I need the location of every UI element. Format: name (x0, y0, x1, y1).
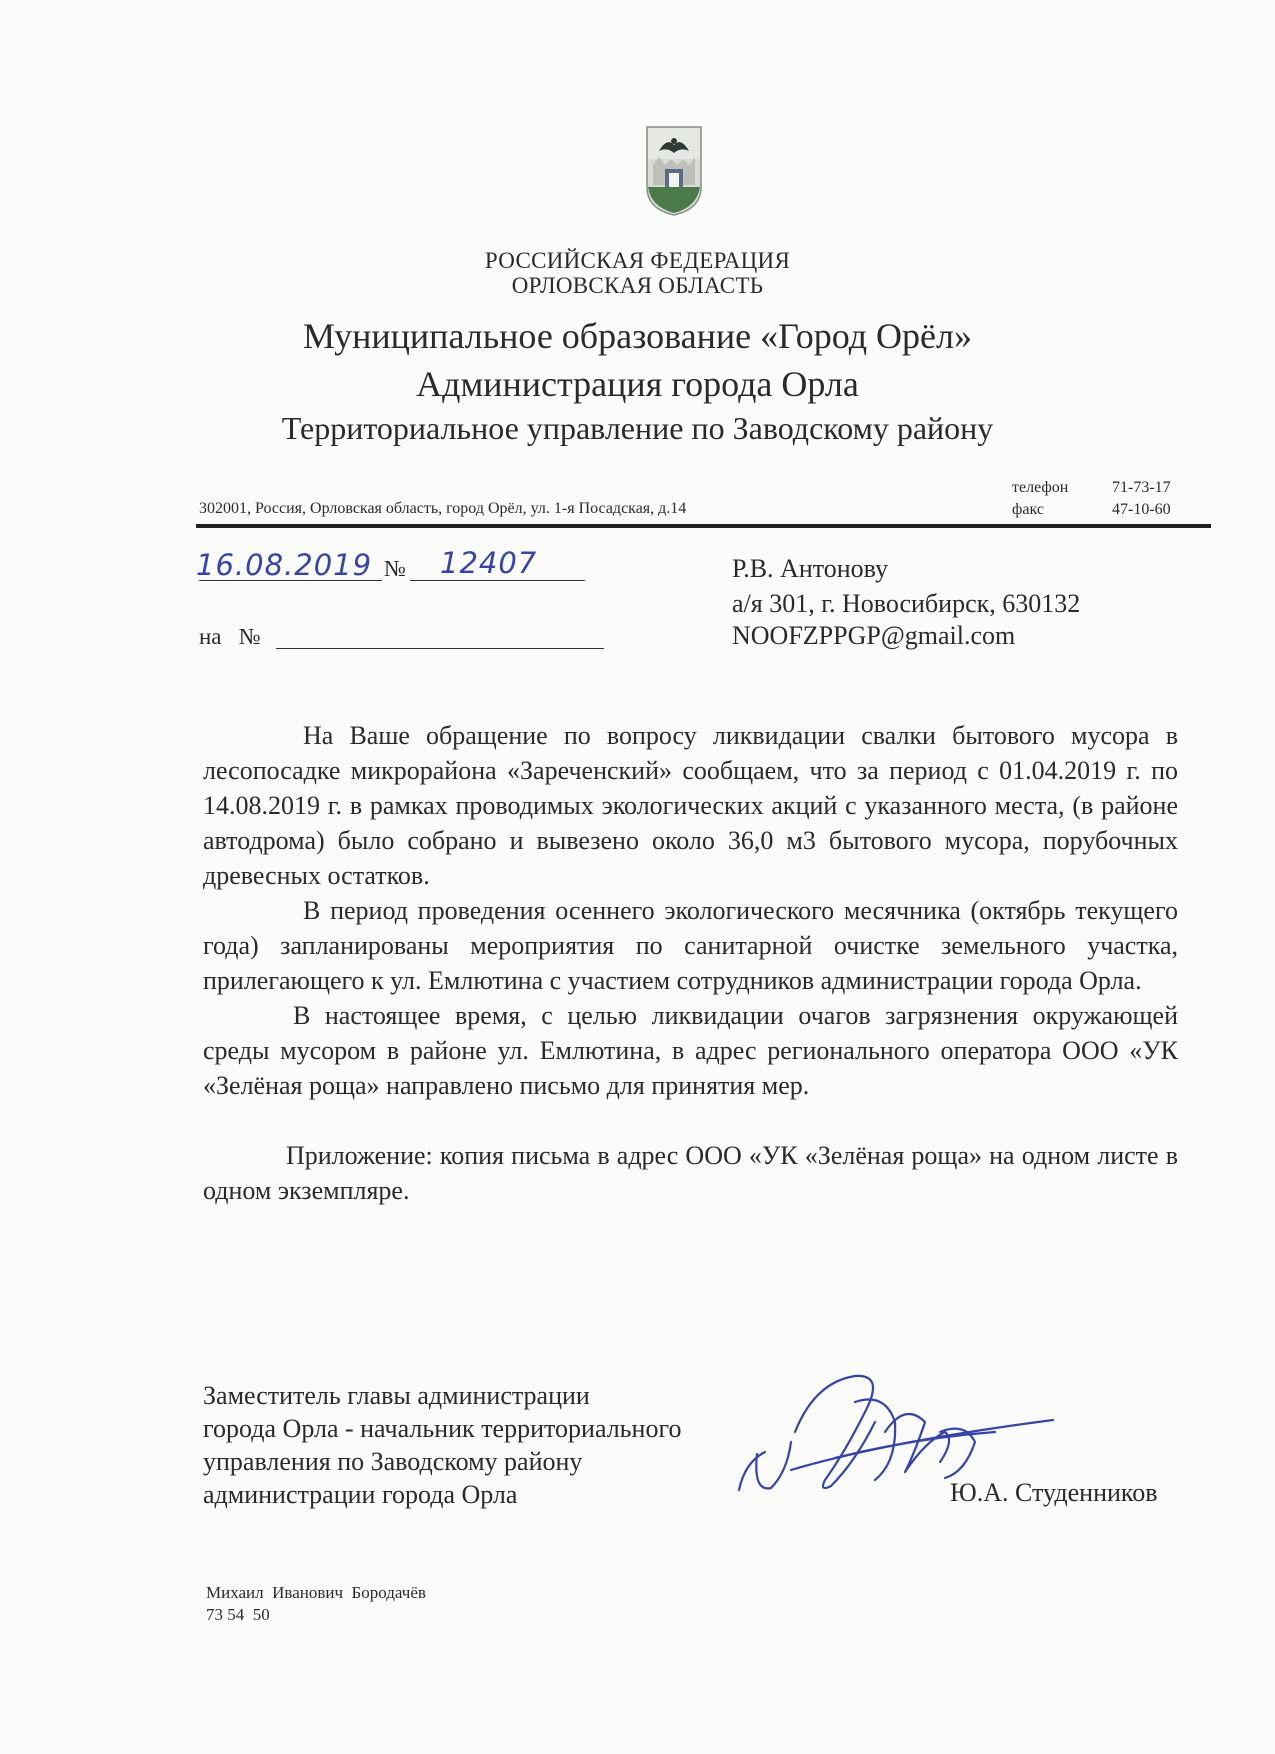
fax-label: факс (1012, 501, 1044, 518)
signatory-line-3: управления по Заводскому району (203, 1447, 583, 1476)
fax-value: 47-10-60 (1112, 501, 1171, 518)
phone-row (1012, 479, 1171, 501)
attachment-note: Приложение: копия письма в адрес ООО «УК «Зелёная роща» на одном листе в одном экземпляре. (203, 1141, 1178, 1205)
performer-phone: 73 54 50 (206, 1605, 270, 1624)
signatory-line-1: Заместитель главы администрации (203, 1381, 590, 1410)
country-heading: РОССИЙСКАЯ ФЕДЕРАЦИЯ (484, 248, 791, 273)
body-paragraph-3: В настоящее время, с целью ликвидации очагов загрязнения окружающей среды мусором в районе ул. Емлютина, в адрес регионального оператора ООО «УК «Зелёная роща» направлено письмо для принятия мер. (203, 1001, 1178, 1100)
phone-label: телефон (1012, 479, 1069, 496)
number-sign: № (384, 556, 406, 581)
signatory-title (203, 1379, 681, 1511)
performer-block (206, 1582, 426, 1626)
body-paragraph-2: В период проведения осеннего экологического месячника (октябрь текущего года) запланированы мероприятия по санитарной очистке земельного участка, прилегающего к ул. Емлютина с участием сотрудников администрации города Орла. (203, 896, 1178, 995)
letter-body (203, 718, 1178, 1208)
signer-name: Ю.А. Студенников (950, 1478, 1158, 1507)
contact-block (1012, 479, 1171, 523)
recipient-email: NOOFZPPGP@gmail.com (732, 621, 1016, 650)
handwritten-date: 16.08.2019 (196, 548, 373, 582)
recipient-address: а/я 301, г. Новосибирск, 630132 (732, 589, 1081, 618)
signatory-line-4: администрации города Орла (203, 1480, 518, 1509)
performer-name: Михаил Иванович Бородачёв (206, 1583, 426, 1602)
postal-address: 302001, Россия, Орловская область, город Орёл, ул. 1-я Посадская, д.14 (199, 500, 687, 517)
number-underline (410, 580, 585, 581)
administration-heading: Администрация города Орла (416, 364, 859, 404)
handwritten-number: 12407 (440, 546, 538, 580)
recipient-name: Р.В. Антонову (732, 554, 889, 583)
region-heading: ОРЛОВСКАЯ ОБЛАСТЬ (511, 273, 764, 298)
signatory-line-2: города Орла - начальник территориального (203, 1414, 682, 1443)
header-divider (196, 524, 1211, 528)
department-heading: Территориальное управление по Заводскому району (281, 410, 994, 446)
reference-label: на № (199, 624, 261, 649)
municipality-heading: Муниципальное образование «Город Орёл» (303, 316, 972, 356)
fax-row (1012, 501, 1171, 523)
body-paragraph-1: На Ваше обращение по вопросу ликвидации свалки бытового мусора в лесопосадке микрорайона «Зареченский» сообщаем, что за период с 01.04.2019 г. по 14.08.2019 г. в рамках проводимых экологических акций с указанного места, (в районе автодрома) было собрано и вывезено около 36,0 м3 бытового мусора, порубочных древесных остатков. (203, 721, 1178, 890)
phone-value: 71-73-17 (1112, 479, 1171, 496)
coat-of-arms-icon (645, 125, 703, 217)
reference-underline (276, 648, 604, 649)
